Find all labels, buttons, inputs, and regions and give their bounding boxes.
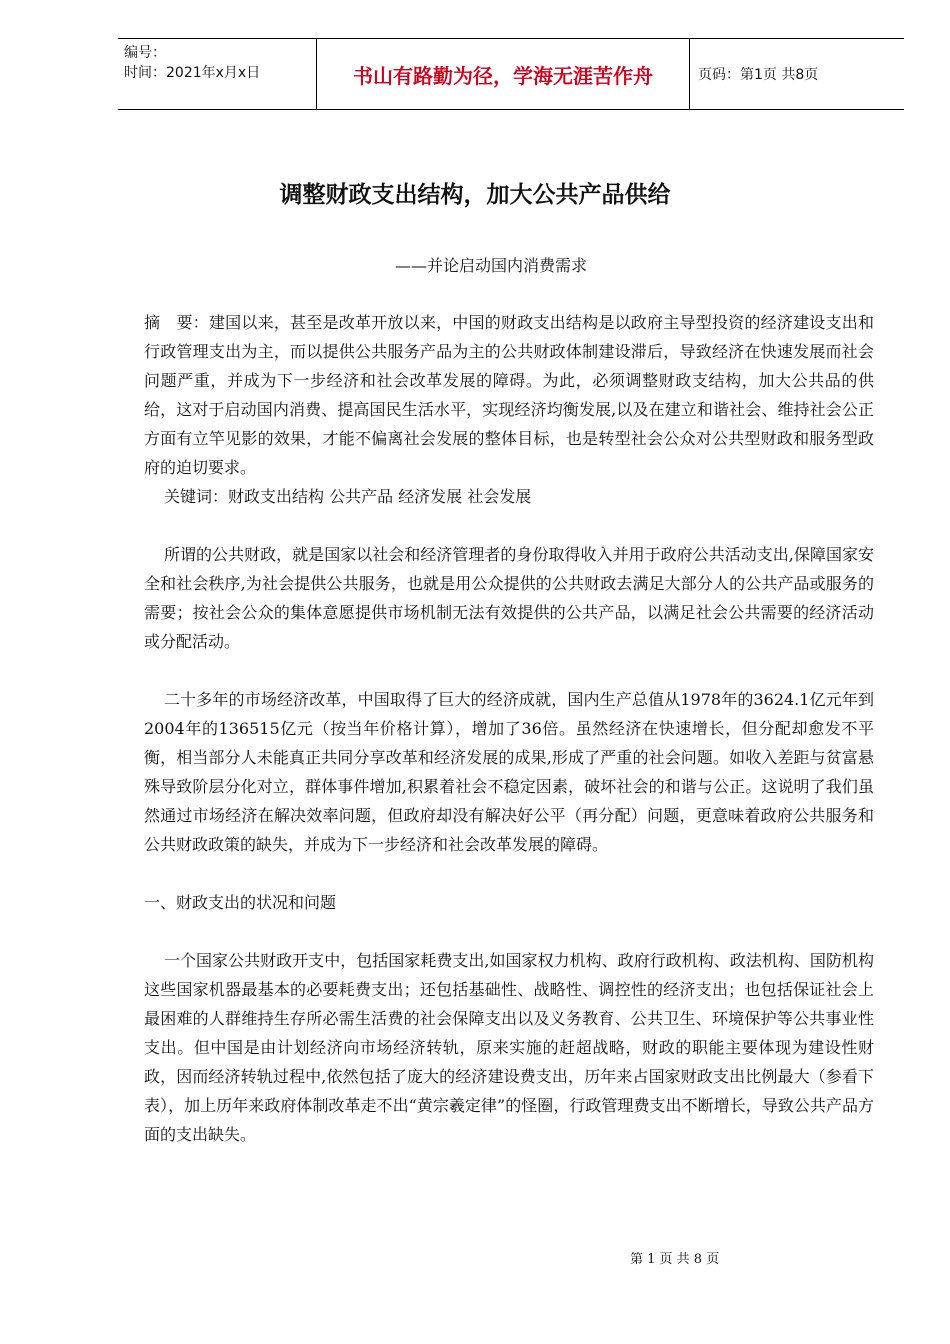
document-number-label: 编号： <box>124 45 166 61</box>
page-footer: 第 1 页 共 8 页 <box>630 1252 720 1267</box>
header-motto: 书山有路勤为径，学海无涯苦作舟 <box>316 39 690 109</box>
header-page-number: 页码：第1页 共8页 <box>698 67 819 83</box>
body-paragraph: 所谓的公共财政，就是国家以社会和经济管理者的身份取得收入并用于政府公共活动支出,保障国家安全和社会秩序,为社会提供公共服务，也就是用公众提供的公共财政去满足大部分人的公共产品或服务的需要；按社会公众的集体意愿提供市场机制无法有效提供的公共产品，以满足社会公共需要的经济活动或分配活动。 <box>144 545 874 651</box>
document-time-label: 时间：2021年x月x日 <box>124 65 261 81</box>
document-body <box>144 308 874 1149</box>
abstract-paragraph: 摘 要：建国以来，甚至是改革开放以来，中国的财政支出结构是以政府主导型投资的经济建设支出和行政管理支出为主，而以提供公共服务产品为主的公共财政体制建设滞后，导致经济在快速发展而社会问题严重，并成为下一步经济和社会改革发展的障碍。为此，必须调整财政支结构，加大公共品的供给，这对于启动国内消费、提高国民生活水平，实现经济均衡发展,以及在建立和谐社会、维持社会公正方面有立竿见影的效果，才能不偏离社会发展的整体目标，也是转型社会公众对公共型财政和服务型政府的迫切要求。 <box>144 313 874 477</box>
document-subtitle: ——并论启动国内消费需求 <box>395 256 588 275</box>
section-heading: 一、财政支出的状况和问题 <box>144 893 337 912</box>
keywords-line: 关键词：财政支出结构 公共产品 经济发展 社会发展 <box>164 487 532 506</box>
page-header <box>118 38 904 110</box>
body-paragraph: 二十多年的市场经济改革，中国取得了巨大的经济成就，国内生产总值从1978年的3624.1亿元年到2004年的136515亿元（按当年价格计算），增加了36倍。虽然经济在快速增长，但分配却愈发不平衡，相当部分人未能真正共同分享改革和经济发展的成果,形成了严重的社会问题。如收入差距与贫富悬殊导致阶层分化对立，群体事件增加,积累着社会不稳定因素，破坏社会的和谐与公正。这说明了我们虽然通过市场经济在解决效率问题，但政府却没有解决好公平（再分配）问题，更意味着政府公共服务和公共财政政策的缺失，并成为下一步经济和社会改革发展的障碍。 <box>144 690 874 854</box>
body-paragraph: 一个国家公共财政开支中，包括国家耗费支出,如国家权力机构、政府行政机构、政法机构、国防机构这些国家机器最基本的必要耗费支出；还包括基础性、战略性、调控性的经济支出；也包括保证社会上最困难的人群维持生存所必需生活费的社会保障支出以及义务教育、公共卫生、环境保护等公共事业性支出。但中国是由计划经济向市场经济转轨，原来实施的赶超战略，财政的职能主要体现为建设性财政，因而经济转轨过程中,依然包括了庞大的经济建设费支出，历年来占国家财政支出比例最大（参看下表），加上历年来政府体制改革走不出“黄宗羲定律”的怪圈，行政管理费支出不断增长，导致公共产品方面的支出缺失。 <box>144 951 874 1144</box>
document-title: 调整财政支出结构，加大公共产品供给 <box>279 182 671 208</box>
header-meta <box>118 39 316 109</box>
